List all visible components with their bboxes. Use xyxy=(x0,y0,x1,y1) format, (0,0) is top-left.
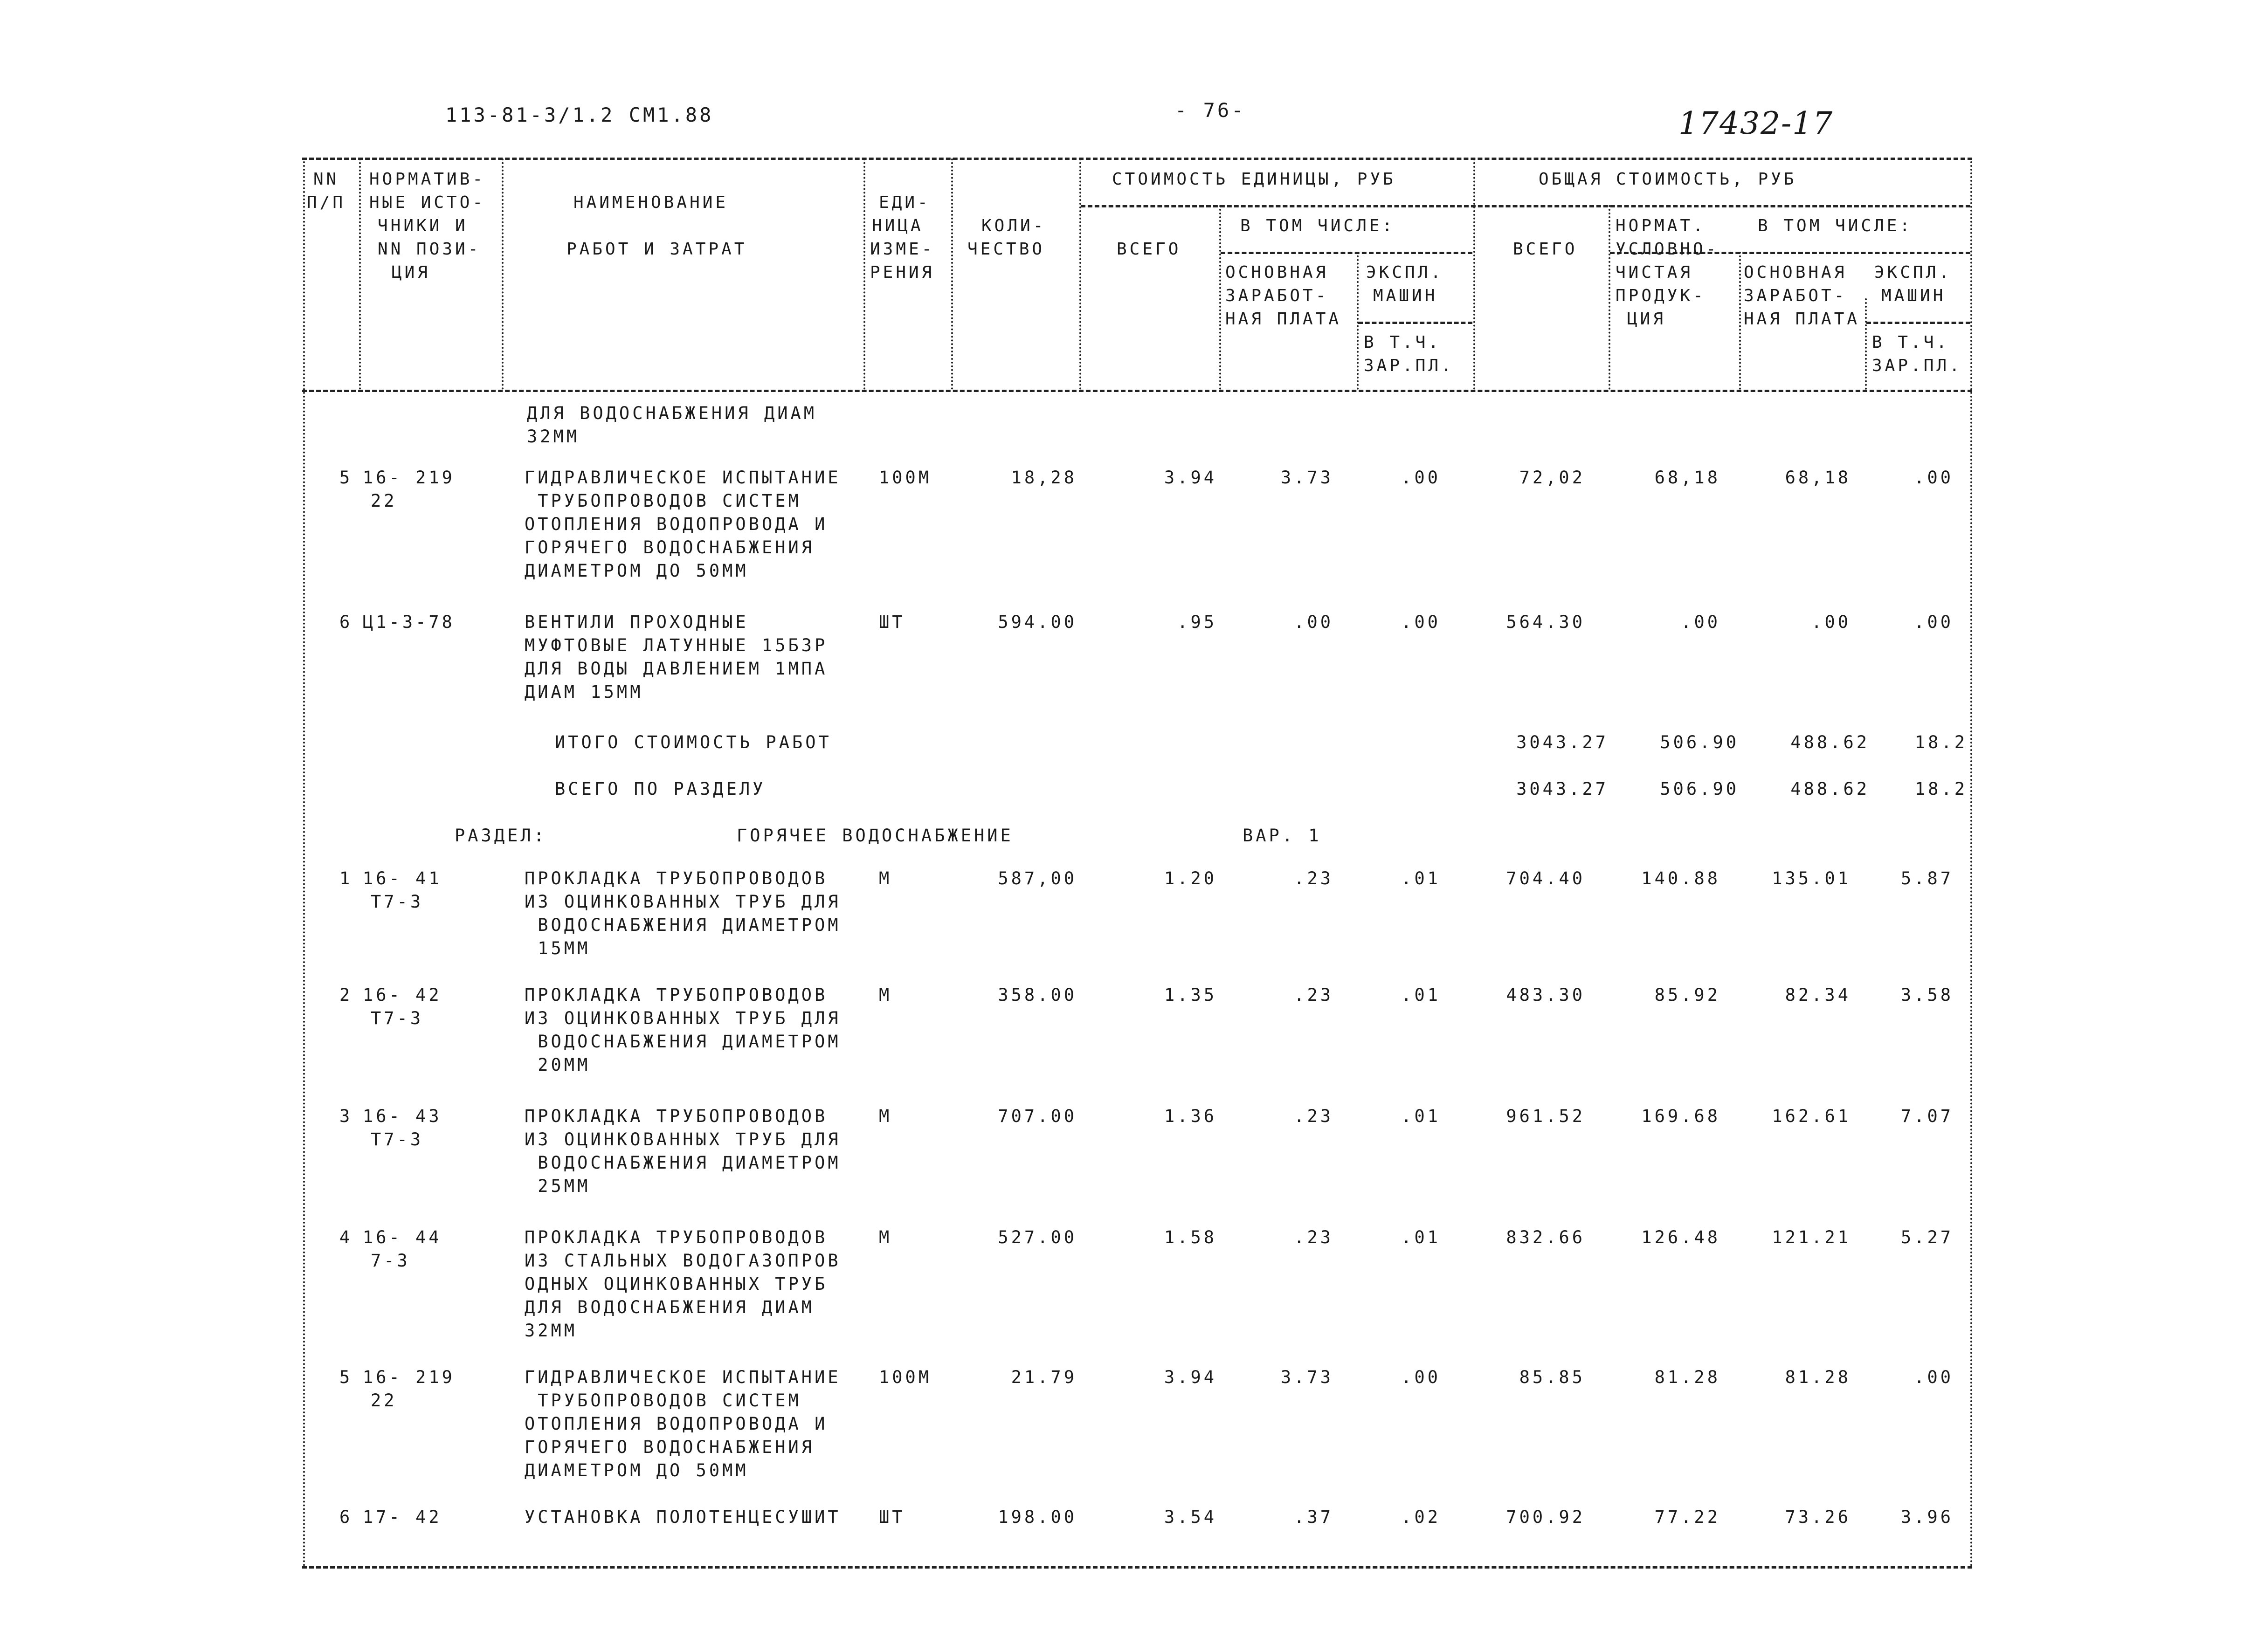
row-code: 16- 219 xyxy=(363,468,455,488)
row-name-line: ПРОКЛАДКА ТРУБОПРОВОДОВ xyxy=(525,1227,828,1247)
row-total-wage: .00 xyxy=(1811,612,1851,632)
row-total-machine: 5.87 xyxy=(1900,868,1954,888)
header-separator xyxy=(502,158,504,390)
row-name-line: ДИАМ 15ММ xyxy=(525,682,643,702)
header-unit-cost-title: СТОИМОСТЬ ЕДИНИЦЫ, РУБ xyxy=(1112,170,1396,189)
row-total-wage: 82.34 xyxy=(1785,985,1851,1005)
table-right-border xyxy=(1970,158,1972,1568)
section-title: ГОРЯЧЕЕ ВОДОСНАБЖЕНИЕ xyxy=(737,826,1014,846)
row-code: 16- 43 xyxy=(363,1106,442,1126)
row-name-line: ОДНЫХ ОЦИНКОВАННЫХ ТРУБ xyxy=(525,1274,828,1294)
total-works-wage: 488.62 xyxy=(1790,732,1870,752)
row-total-cost: 564.30 xyxy=(1506,612,1585,632)
row-name-line: 15ММ xyxy=(525,938,591,958)
total-section-wage: 488.62 xyxy=(1790,779,1870,799)
row-norm-net-product: 77.22 xyxy=(1654,1507,1720,1527)
header-nn: NN xyxy=(313,170,339,189)
row-name-line: ТРУБОПРОВОДОВ СИСТЕМ xyxy=(525,491,801,511)
header-unit-3: ИЗМЕ- xyxy=(870,240,935,259)
row-unit-cost-wage: .23 xyxy=(1294,1227,1333,1247)
row-number: 2 xyxy=(339,985,353,1005)
row-total-machine: 7.07 xyxy=(1900,1106,1954,1126)
table-left-border xyxy=(303,158,305,1568)
row-unit-cost-wage: .00 xyxy=(1294,612,1333,632)
row-unit-cost-machine: .01 xyxy=(1401,868,1441,888)
row-name-line: ПРОКЛАДКА ТРУБОПРОВОДОВ xyxy=(525,1106,828,1126)
row-unit-cost-total: 3.94 xyxy=(1164,468,1217,488)
row-name-line: ДИАМЕТРОМ ДО 50ММ xyxy=(525,1460,749,1480)
row-code: Т7-3 xyxy=(371,1129,424,1150)
row-total-cost: 961.52 xyxy=(1506,1106,1585,1126)
header-norm-net-5: ЦИЯ xyxy=(1627,310,1666,329)
row-norm-net-product: 68,18 xyxy=(1654,468,1720,488)
row-number: 5 xyxy=(339,1367,353,1387)
header-name-2: РАБОТ И ЗАТРАТ xyxy=(566,240,747,259)
page-number: - 76- xyxy=(1175,99,1246,122)
row-number: 3 xyxy=(339,1106,353,1126)
row-code: 16- 44 xyxy=(363,1227,442,1247)
header-bottom-border xyxy=(302,390,1972,392)
row-unit: ШТ xyxy=(879,1507,905,1527)
row-unit: ШТ xyxy=(879,612,905,632)
row-total-machine: .00 xyxy=(1914,1367,1954,1387)
header-machine-2: МАШИН xyxy=(1373,286,1438,305)
header-separator xyxy=(1357,252,1359,390)
row-code: 22 xyxy=(371,491,397,511)
row-name-line: ДЛЯ ВОДЫ ДАВЛЕНИЕМ 1МПА xyxy=(525,659,828,679)
row-total-wage: 73.26 xyxy=(1785,1507,1851,1527)
header-total-machine-2: МАШИН xyxy=(1881,286,1946,305)
row-code: 17- 42 xyxy=(363,1507,442,1527)
row-quantity: 594.00 xyxy=(998,612,1077,632)
continued-line-2: 32ММ xyxy=(527,427,580,447)
handwritten-reference: 17432-17 xyxy=(1678,105,1834,141)
row-unit-cost-total: 3.54 xyxy=(1164,1507,1217,1527)
row-unit-cost-total: 1.35 xyxy=(1164,985,1217,1005)
row-norm-net-product: 140.88 xyxy=(1641,868,1720,888)
row-total-wage: 68,18 xyxy=(1785,468,1851,488)
section-label: РАЗДЕЛ: xyxy=(455,826,547,846)
header-incl-wage-1: В Т.Ч. xyxy=(1364,333,1442,352)
header-total-incl: В ТОМ ЧИСЛЕ: xyxy=(1758,216,1913,235)
row-unit: М xyxy=(879,985,892,1005)
header-total-all: ВСЕГО xyxy=(1513,240,1578,259)
section-variant: ВАР. 1 xyxy=(1243,826,1322,846)
row-total-wage: 81.28 xyxy=(1785,1367,1851,1387)
row-name-line: ГИДРАВЛИЧЕСКОЕ ИСПЫТАНИЕ xyxy=(525,1367,841,1387)
header-norm-5: ЦИЯ xyxy=(392,263,431,282)
row-norm-net-product: 169.68 xyxy=(1641,1106,1720,1126)
header-separator xyxy=(1219,205,1221,390)
row-total-machine: 5.27 xyxy=(1900,1227,1954,1247)
row-number: 5 xyxy=(339,468,353,488)
row-unit-cost-wage: .23 xyxy=(1294,985,1333,1005)
header-total-incl-wage-1: В Т.Ч. xyxy=(1872,333,1950,352)
row-unit: М xyxy=(879,1227,892,1247)
row-unit-cost-machine: .00 xyxy=(1401,612,1441,632)
row-name-line: ГОРЯЧЕГО ВОДОСНАБЖЕНИЯ xyxy=(525,537,815,558)
row-unit: М xyxy=(879,1106,892,1126)
header-unit-2: НИЦА xyxy=(872,216,924,235)
row-name-line: ВОДОСНАБЖЕНИЯ ДИАМЕТРОМ xyxy=(525,1153,841,1173)
row-code: 16- 41 xyxy=(363,868,442,888)
header-norm-net-2: УСЛОВНО- xyxy=(1616,240,1719,259)
row-unit: 100М xyxy=(879,1367,932,1387)
header-total-wage-2: ЗАРАБОТ- xyxy=(1744,286,1847,305)
row-norm-net-product: 126.48 xyxy=(1641,1227,1720,1247)
header-norm-net-1: НОРМАТ. xyxy=(1616,216,1706,235)
header-separator xyxy=(863,158,865,390)
row-name-line: ОТОПЛЕНИЯ ВОДОПРОВОДА И xyxy=(525,1414,828,1434)
row-name-line: 25ММ xyxy=(525,1176,591,1196)
row-code: Ц1-3-78 xyxy=(363,612,455,632)
header-unit-incl: В ТОМ ЧИСЛЕ: xyxy=(1240,216,1395,235)
header-machine-1: ЭКСПЛ. xyxy=(1366,263,1444,282)
row-number: 1 xyxy=(339,868,353,888)
header-total-cost-title: ОБЩАЯ СТОИМОСТЬ, РУБ xyxy=(1539,170,1797,189)
total-section-norm: 506.90 xyxy=(1660,779,1739,799)
header-separator xyxy=(1473,158,1475,390)
header-total-wage-3: НАЯ ПЛАТА xyxy=(1744,310,1860,329)
header-separator xyxy=(1865,298,1867,390)
header-separator xyxy=(951,158,953,390)
row-code: 16- 42 xyxy=(363,985,442,1005)
header-norm-3: ЧНИКИ И xyxy=(378,216,468,235)
row-name-line: ВОДОСНАБЖЕНИЯ ДИАМЕТРОМ xyxy=(525,1032,841,1052)
row-total-cost: 832.66 xyxy=(1506,1227,1585,1247)
header-separator xyxy=(1079,158,1081,390)
header-qty-2: ЧЕСТВО xyxy=(967,240,1045,259)
row-unit-cost-wage: 3.73 xyxy=(1280,468,1333,488)
row-name-line: МУФТОВЫЕ ЛАТУННЫЕ 15Б3Р xyxy=(525,635,828,655)
row-name-line: ДЛЯ ВОДОСНАБЖЕНИЯ ДИАМ xyxy=(525,1297,815,1317)
row-quantity: 587,00 xyxy=(998,868,1077,888)
header-wage-2: ЗАРАБОТ- xyxy=(1225,286,1329,305)
header-separator xyxy=(1609,205,1610,390)
row-total-cost: 85.85 xyxy=(1519,1367,1585,1387)
row-unit-cost-total: .95 xyxy=(1177,612,1217,632)
row-total-wage: 135.01 xyxy=(1772,868,1851,888)
row-unit-cost-wage: 3.73 xyxy=(1280,1367,1333,1387)
row-quantity: 707.00 xyxy=(998,1106,1077,1126)
row-code: 22 xyxy=(371,1390,397,1411)
row-unit-cost-total: 1.58 xyxy=(1164,1227,1217,1247)
row-unit: М xyxy=(879,868,892,888)
row-name-line: ТРУБОПРОВОДОВ СИСТЕМ xyxy=(525,1390,801,1411)
row-total-cost: 72,02 xyxy=(1519,468,1585,488)
row-unit-cost-machine: .00 xyxy=(1401,468,1441,488)
header-norm-net-3: ЧИСТАЯ xyxy=(1616,263,1693,282)
row-code: Т7-3 xyxy=(371,1008,424,1028)
row-unit-cost-machine: .02 xyxy=(1401,1507,1441,1527)
header-separator xyxy=(1739,252,1741,390)
row-unit-cost-total: 3.94 xyxy=(1164,1367,1217,1387)
header-rule xyxy=(1358,322,1472,324)
row-quantity: 358.00 xyxy=(998,985,1077,1005)
document-code: 113-81-3/1.2 СМ1.88 xyxy=(445,103,714,126)
row-number: 6 xyxy=(339,612,353,632)
row-name-line: ДИАМЕТРОМ ДО 50ММ xyxy=(525,561,749,581)
header-norm-1: НОРМАТИВ- xyxy=(369,170,486,189)
header-qty-1: КОЛИ- xyxy=(981,216,1046,235)
total-works-label: ИТОГО СТОИМОСТЬ РАБОТ xyxy=(555,732,832,752)
row-number: 6 xyxy=(339,1507,353,1527)
row-name-line: ОТОПЛЕНИЯ ВОДОПРОВОДА И xyxy=(525,514,828,534)
row-name-line: ВЕНТИЛИ ПРОХОДНЫЕ xyxy=(525,612,749,632)
continued-line-1: ДЛЯ ВОДОСНАБЖЕНИЯ ДИАМ xyxy=(527,403,817,423)
header-rule xyxy=(1866,322,1970,324)
header-unit-4: РЕНИЯ xyxy=(870,263,935,282)
header-total-machine-1: ЭКСПЛ. xyxy=(1874,263,1952,282)
row-name-line: ВОДОСНАБЖЕНИЯ ДИАМЕТРОМ xyxy=(525,915,841,935)
row-unit-cost-machine: .01 xyxy=(1401,985,1441,1005)
row-name-line: 20ММ xyxy=(525,1055,591,1075)
row-name-line: ИЗ СТАЛЬНЫХ ВОДОГАЗОПРОВ xyxy=(525,1251,841,1271)
row-quantity: 21.79 xyxy=(1011,1367,1077,1387)
row-total-wage: 121.21 xyxy=(1772,1227,1851,1247)
row-unit-cost-machine: .01 xyxy=(1401,1106,1441,1126)
total-works-total: 3043.27 xyxy=(1516,732,1609,752)
row-total-wage: 162.61 xyxy=(1772,1106,1851,1126)
row-unit-cost-wage: .23 xyxy=(1294,1106,1333,1126)
row-unit-cost-wage: .23 xyxy=(1294,868,1333,888)
header-total-incl-wage-2: ЗАР.ПЛ. xyxy=(1872,356,1962,375)
row-name-line: УСТАНОВКА ПОЛОТЕНЦЕСУШИТ xyxy=(525,1507,841,1527)
total-works-machine: 18.2 xyxy=(1914,732,1968,752)
header-incl-wage-2: ЗАР.ПЛ. xyxy=(1364,356,1454,375)
header-total-wage-1: ОСНОВНАЯ xyxy=(1744,263,1847,282)
row-code: 16- 219 xyxy=(363,1367,455,1387)
header-norm-net-4: ПРОДУК- xyxy=(1616,286,1706,305)
total-section-machine: 18.2 xyxy=(1914,779,1968,799)
total-section-total: 3043.27 xyxy=(1516,779,1609,799)
table-top-border xyxy=(302,158,1972,160)
header-norm-2: НЫЕ ИСТО- xyxy=(369,193,486,212)
row-code: Т7-3 xyxy=(371,892,424,912)
row-unit-cost-wage: .37 xyxy=(1294,1507,1333,1527)
row-name-line: ИЗ ОЦИНКОВАННЫХ ТРУБ ДЛЯ xyxy=(525,1129,841,1150)
row-name-line: ПРОКЛАДКА ТРУБОПРОВОДОВ xyxy=(525,985,828,1005)
header-rule xyxy=(1081,205,1970,207)
header-rule xyxy=(1221,252,1472,254)
row-unit: 100М xyxy=(879,468,932,488)
row-unit-cost-machine: .00 xyxy=(1401,1367,1441,1387)
total-section-label: ВСЕГО ПО РАЗДЕЛУ xyxy=(555,779,766,799)
header-wage-3: НАЯ ПЛАТА xyxy=(1225,310,1342,329)
header-wage-1: ОСНОВНАЯ xyxy=(1225,263,1329,282)
row-code: 7-3 xyxy=(371,1251,410,1271)
row-name-line: ГИДРАВЛИЧЕСКОЕ ИСПЫТАНИЕ xyxy=(525,468,841,488)
table-bottom-border xyxy=(302,1566,1972,1569)
header-separator xyxy=(359,158,361,390)
row-total-machine: .00 xyxy=(1914,612,1954,632)
row-name-line: ИЗ ОЦИНКОВАННЫХ ТРУБ ДЛЯ xyxy=(525,892,841,912)
row-total-machine: 3.58 xyxy=(1900,985,1954,1005)
row-quantity: 198.00 xyxy=(998,1507,1077,1527)
header-norm-4: NN ПОЗИ- xyxy=(378,240,481,259)
row-name-line: ПРОКЛАДКА ТРУБОПРОВОДОВ xyxy=(525,868,828,888)
row-total-machine: 3.96 xyxy=(1900,1507,1954,1527)
row-unit-cost-total: 1.36 xyxy=(1164,1106,1217,1126)
row-quantity: 18,28 xyxy=(1011,468,1077,488)
row-unit-cost-total: 1.20 xyxy=(1164,868,1217,888)
row-norm-net-product: .00 xyxy=(1681,612,1720,632)
header-unit-1: ЕДИ- xyxy=(879,193,931,212)
row-name-line: ИЗ ОЦИНКОВАННЫХ ТРУБ ДЛЯ xyxy=(525,1008,841,1028)
row-name-line: 32ММ xyxy=(525,1321,578,1341)
header-name-1: НАИМЕНОВАНИЕ xyxy=(573,193,729,212)
row-number: 4 xyxy=(339,1227,353,1247)
row-quantity: 527.00 xyxy=(998,1227,1077,1247)
row-total-cost: 483.30 xyxy=(1506,985,1585,1005)
header-unit-total: ВСЕГО xyxy=(1117,240,1181,259)
row-total-machine: .00 xyxy=(1914,468,1954,488)
row-total-cost: 704.40 xyxy=(1506,868,1585,888)
row-norm-net-product: 85.92 xyxy=(1654,985,1720,1005)
row-total-cost: 700.92 xyxy=(1506,1507,1585,1527)
row-name-line: ГОРЯЧЕГО ВОДОСНАБЖЕНИЯ xyxy=(525,1437,815,1457)
total-works-norm: 506.90 xyxy=(1660,732,1739,752)
row-norm-net-product: 81.28 xyxy=(1654,1367,1720,1387)
header-pp: П/П xyxy=(307,193,346,212)
row-unit-cost-machine: .01 xyxy=(1401,1227,1441,1247)
